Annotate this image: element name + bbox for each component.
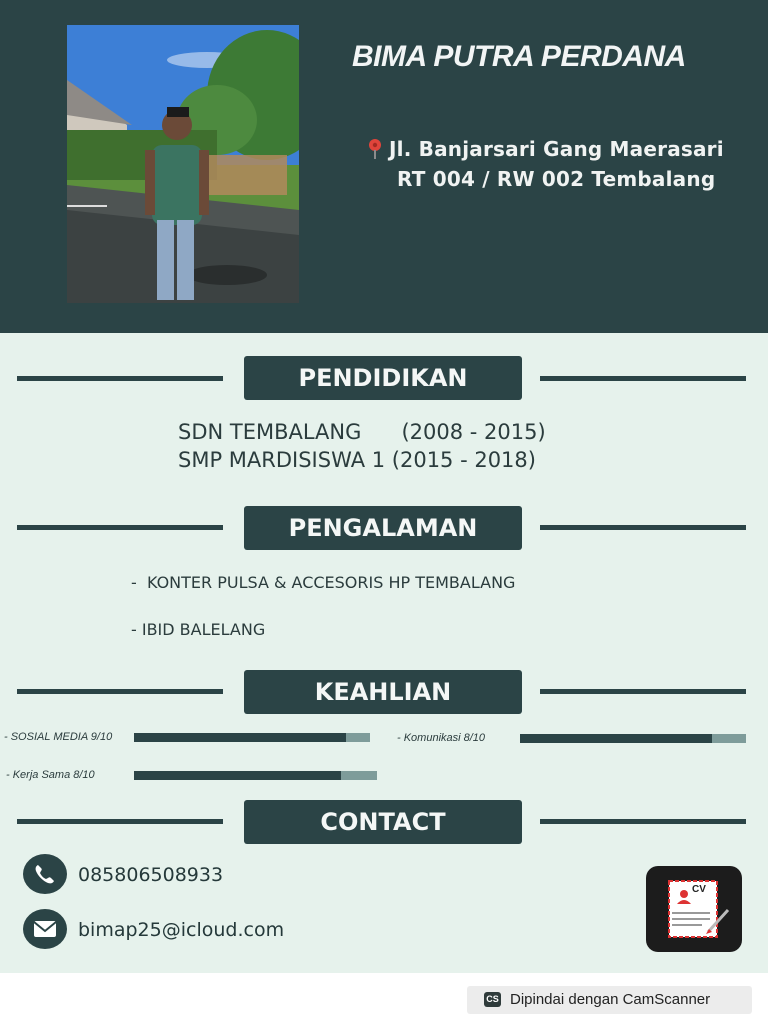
address-line-2: RT 004 / RW 002 Tembalang bbox=[397, 167, 716, 191]
cv-icon-label: CV bbox=[692, 884, 706, 895]
divider-line bbox=[17, 689, 223, 694]
skill-label-social-media: - SOSIAL MEDIA 9/10 bbox=[4, 731, 113, 743]
phone-icon bbox=[23, 854, 67, 894]
divider-line bbox=[540, 819, 746, 824]
experience-item: - IBID BALELANG bbox=[131, 620, 266, 639]
phone-number[interactable]: 085806508933 bbox=[78, 864, 224, 886]
skill-bar-communication bbox=[520, 734, 746, 743]
camscanner-text: Dipindai dengan CamScanner bbox=[510, 991, 711, 1008]
skill-bar-fill bbox=[134, 771, 341, 780]
skill-label-communication: - Komunikasi 8/10 bbox=[397, 732, 486, 744]
profile-photo bbox=[67, 25, 299, 303]
location-pin-icon bbox=[366, 138, 384, 160]
education-item: SMP MARDISISWA 1 (2015 - 2018) bbox=[178, 448, 536, 472]
divider-line bbox=[540, 689, 746, 694]
email-icon bbox=[23, 909, 67, 949]
divider-line bbox=[17, 819, 223, 824]
education-item: SDN TEMBALANG (2008 - 2015) bbox=[178, 420, 546, 444]
email-address[interactable]: bimap25@icloud.com bbox=[78, 919, 285, 941]
section-heading-skills: KEAHLIAN bbox=[244, 670, 522, 714]
header-banner bbox=[0, 0, 768, 333]
cv-document-icon bbox=[646, 866, 742, 952]
section-heading-experience: PENGALAMAN bbox=[244, 506, 522, 550]
skill-label-teamwork: - Kerja Sama 8/10 bbox=[6, 769, 95, 781]
skill-bar-social-media bbox=[134, 733, 370, 742]
address-line-1: Jl. Banjarsari Gang Maerasari bbox=[389, 137, 724, 161]
divider-line bbox=[17, 376, 223, 381]
skill-bar-teamwork bbox=[134, 771, 377, 780]
camscanner-watermark bbox=[467, 986, 752, 1014]
divider-line bbox=[17, 525, 223, 530]
divider-line bbox=[540, 525, 746, 530]
experience-item: - KONTER PULSA & ACCESORIS HP TEMBALANG bbox=[131, 573, 516, 592]
section-heading-education: PENDIDIKAN bbox=[244, 356, 522, 400]
skill-bar-fill bbox=[520, 734, 712, 743]
divider-line bbox=[540, 376, 746, 381]
camscanner-logo-icon: CS bbox=[484, 992, 501, 1007]
section-heading-contact: CONTACT bbox=[244, 800, 522, 844]
skill-bar-fill bbox=[134, 733, 346, 742]
candidate-name: BIMA PUTRA PERDANA bbox=[352, 40, 686, 73]
